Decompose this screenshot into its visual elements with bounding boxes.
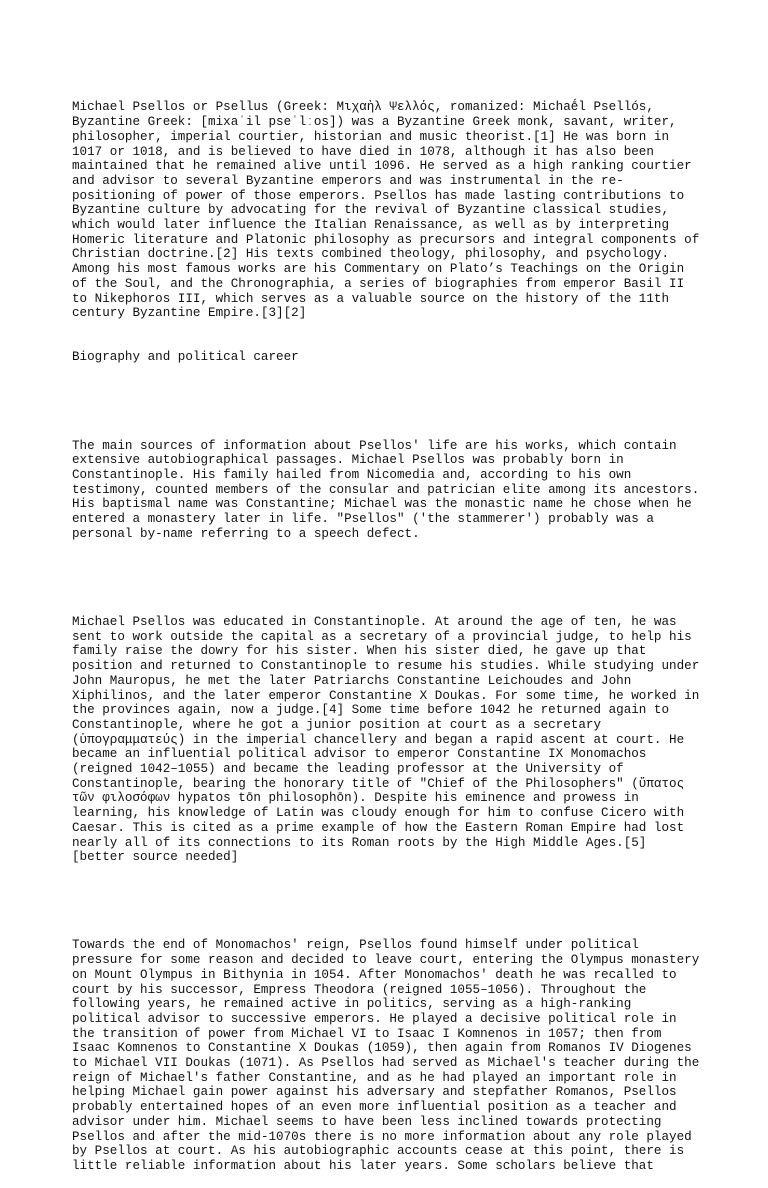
intro-paragraph: Michael Psellos or Psellus (Greek: Μιχαὴλ Ψελλός, romanized: Michaḗl Psellós, Byzantine Greek: [mixaˈil pseˈlːos]) was a Byzantine Greek monk, savant, writer, philosopher, imperial courtier, historian and music theorist.[1] He was born in 1017 or 1018, and is believed to have died in 1078, although it has also been maintained that he remained alive until 1096. He served as a high ranking courtier and advisor to several Byzantine emperors and was instrumental in the re- positioning of power of those emperors. Psellos has made lasting contributions to Byzantine culture by advocating for the revival of Byzantine classical studies, which would later influence the Italian Renaissance, as well as by interpreting Homeric literature and Platonic philosophy as precursors and integral components of Christian doctrine.[2] His texts combined theology, philosophy, and psychology. Among his most famous works are his Commentary on Plato’s Teachings on the Origin of the Soul, and the Chronographia, a series of biographies from emperor Basil II to Nikephoros III, which serves as a valuable source on the history of the 11th century Byzantine Empire.[3][2]: [72, 100, 700, 321]
paragraph-sources: The main sources of information about Psellos' life are his works, which contain extensive autobiographical passages. Michael Psellos was probably born in Constantinople. His family hailed from Nicomedia and, according to his own testimony, counted members of the consular and patrician elite among its ancestors. His baptismal name was Constantine; Michael was the monastic name he chose when he entered a monastery later in life. "Psellos" ('the stammerer') probably was a personal by-name referring to a speech defect.: [72, 438, 700, 541]
section-heading: Biography and political career: [72, 350, 299, 365]
paragraph-spacer: [72, 894, 712, 909]
paragraph-later-career: Towards the end of Monomachos' reign, Psellos found himself under political pressure for some reason and decided to leave court, entering the Olympus monastery on Mount Olympus in Bithynia in 1054. After Monomachos' death he was recalled to court by his successor, Empress Theodora (reigned 1055–1056). Throughout the following years, he remained active in politics, serving as a high-ranking political advisor to successive emperors. He played a decisive political role in the transition of power from Michael VI to Isaac I Komnenos in 1057; then from Isaac Komnenos to Constantine X Doukas (1059), then again from Romanos IV Diogenes to Michael VII Doukas (1071). As Psellos had served as Michael's teacher during the reign of Michael's father Constantine, and as he had played an important role in helping Michael gain power against his adversary and stepfather Romanos, Psellos probably entertained hopes of an even more influential position as a teacher and advisor under him. Michael seems to have been less inclined towards protecting Psellos and after the mid-1070s there is no more information about any role played by Psellos at court. As his autobiographic accounts cease at this point, there is little reliable information about his later years. Some scholars believe that: [72, 938, 700, 1173]
document-body: [72, 71, 712, 1188]
paragraph-spacer: [72, 571, 712, 586]
paragraph-spacer: [72, 394, 712, 409]
paragraph-education: Michael Psellos was educated in Constantinople. At around the age of ten, he was sent to work outside the capital as a secretary of a provincial judge, to help his family raise the dowry for his sister. When his sister died, he gave up that position and returned to Constantinople to resume his studies. While studying under John Mauropus, he met the later Patriarchs Constantine Leichoudes and John Xiphilinos, and the later emperor Constantine X Doukas. For some time, he worked in the provinces again, now a judge.[4] Some time before 1042 he returned again to Constantinople, where he got a junior position at court as a secretary (ὑπογραμματεύς) in the imperial chancellery and began a rapid ascent at court. He became an influential political advisor to emperor Constantine IX Monomachos (reigned 1042–1055) and became the leading professor at the University of Constantinople, bearing the honorary title of "Chief of the Philosophers" (ὕπατος τῶν φιλοσόφων hypatos tōn philosophōn). Despite his eminence and prowess in learning, his knowledge of Latin was cloudy enough for him to confuse Cicero with Caesar. This is cited as a prime example of how the Eastern Roman Empire had lost nearly all of its connections to its Roman roots by the High Middle Ages.[5] [better source needed]: [72, 614, 700, 865]
